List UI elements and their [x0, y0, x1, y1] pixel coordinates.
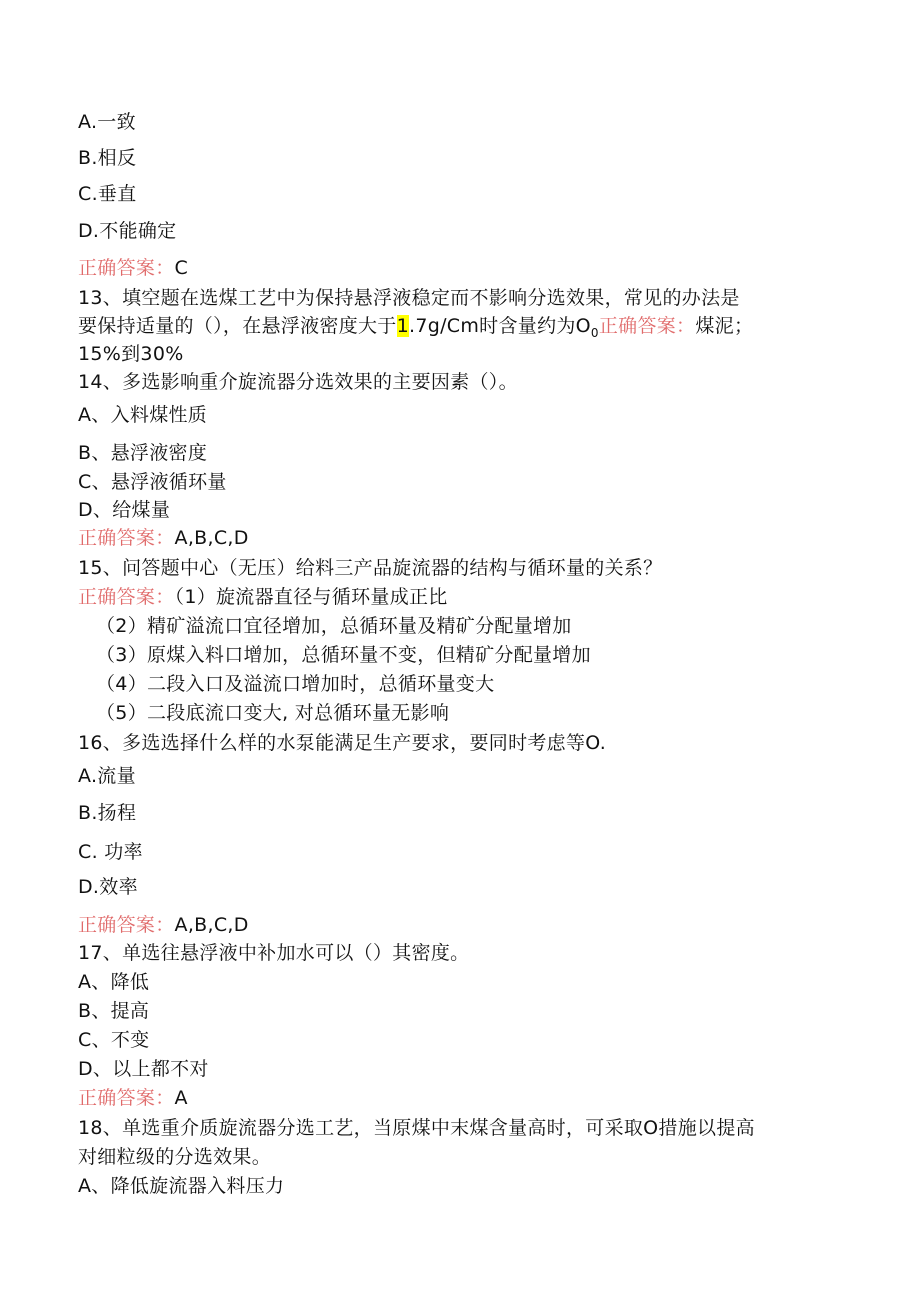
answer-label: 正确答案：	[78, 527, 175, 549]
answer-value: C	[174, 257, 189, 279]
q16-option-c: C. 功率	[78, 841, 143, 863]
q15-item-4: （4）二段入口及溢流口增加时，总循环量变大	[96, 673, 495, 695]
answer-label: 正确答案：	[78, 1087, 175, 1109]
q17-option-a: A、降低	[78, 971, 150, 993]
q15-item-2: （2）精矿溢流口宜径增加，总循环量及精矿分配量增加	[96, 615, 572, 637]
q16-question: 16、多选选择什么样的水泵能满足生产要求，要同时考虑等O.	[78, 732, 607, 754]
q14-option-c: C、悬浮液循环量	[78, 471, 227, 493]
q14-option-b: B、悬浮液密度	[78, 442, 208, 464]
q13-subscript: 0	[590, 325, 599, 340]
answer-value: A	[174, 1087, 188, 1109]
q14-question: 14、多选影响重介旋流器分选效果的主要因素（）。	[78, 371, 518, 393]
q17-answer	[78, 1086, 188, 1110]
q13-text-a: 要保持适量的（），在悬浮液密度大于	[78, 315, 397, 337]
answer-label: 正确答案：	[78, 914, 175, 936]
q13-question-line2	[78, 314, 753, 345]
q12-option-c: C.垂直	[78, 183, 137, 205]
q14-answer	[78, 526, 249, 550]
q15-question: 15、问答题中心（无压）给料三产品旋流器的结构与循环量的关系？	[78, 557, 663, 579]
q14-option-d: D、给煤量	[78, 499, 171, 521]
answer-label: 正确答案：	[598, 315, 696, 337]
q12-option-d: D.不能确定	[78, 220, 177, 242]
q13-highlight: 1	[396, 315, 409, 337]
q13-text-b: .7g∕Cm时含量约为O	[409, 315, 591, 337]
answer-value: A,B,C,D	[174, 527, 249, 549]
q15-item-5: （5）二段底流口变大, 对总循环量无影响	[96, 702, 450, 724]
q12-option-a: A.一致	[78, 111, 136, 133]
q18-question-line2: 对细粒级的分选效果。	[78, 1146, 272, 1168]
q12-option-b: B.相反	[78, 147, 137, 169]
answer-value: A,B,C,D	[174, 914, 249, 936]
answer-label: 正确答案：	[78, 257, 175, 279]
q16-answer	[78, 913, 249, 937]
q18-question-line1: 18、单选重介质旋流器分选工艺，当原煤中末煤含量高时，可采取O措施以提高	[78, 1117, 755, 1139]
q16-option-d: D.效率	[78, 876, 138, 898]
q15-answer-line1	[78, 585, 448, 609]
q17-option-b: B、提高	[78, 1000, 150, 1022]
q17-option-c: C、不变	[78, 1029, 150, 1051]
answer-value: 煤泥；	[695, 315, 754, 337]
q12-answer	[78, 256, 188, 280]
q13-answer-line3: 15%到30%	[78, 343, 184, 365]
q15-item-1: （1）旋流器直径与循环量成正比	[174, 586, 448, 608]
answer-label: 正确答案：	[78, 586, 175, 608]
q15-item-3: （3）原煤入料口增加，总循环量不变，但精矿分配量增加	[96, 644, 591, 666]
q16-option-b: B.扬程	[78, 802, 137, 824]
q14-option-a: A、入料煤性质	[78, 404, 208, 426]
q17-option-d: D、以上都不对	[78, 1058, 209, 1080]
q18-option-a: A、降低旋流器入料压力	[78, 1175, 285, 1197]
q13-question-line1: 13、填空题在选煤工艺中为保持悬浮液稳定而不影响分选效果，常见的办法是	[78, 287, 740, 309]
q17-question: 17、单选往悬浮液中补加水可以（）其密度。	[78, 942, 470, 964]
q16-option-a: A.流量	[78, 765, 136, 787]
